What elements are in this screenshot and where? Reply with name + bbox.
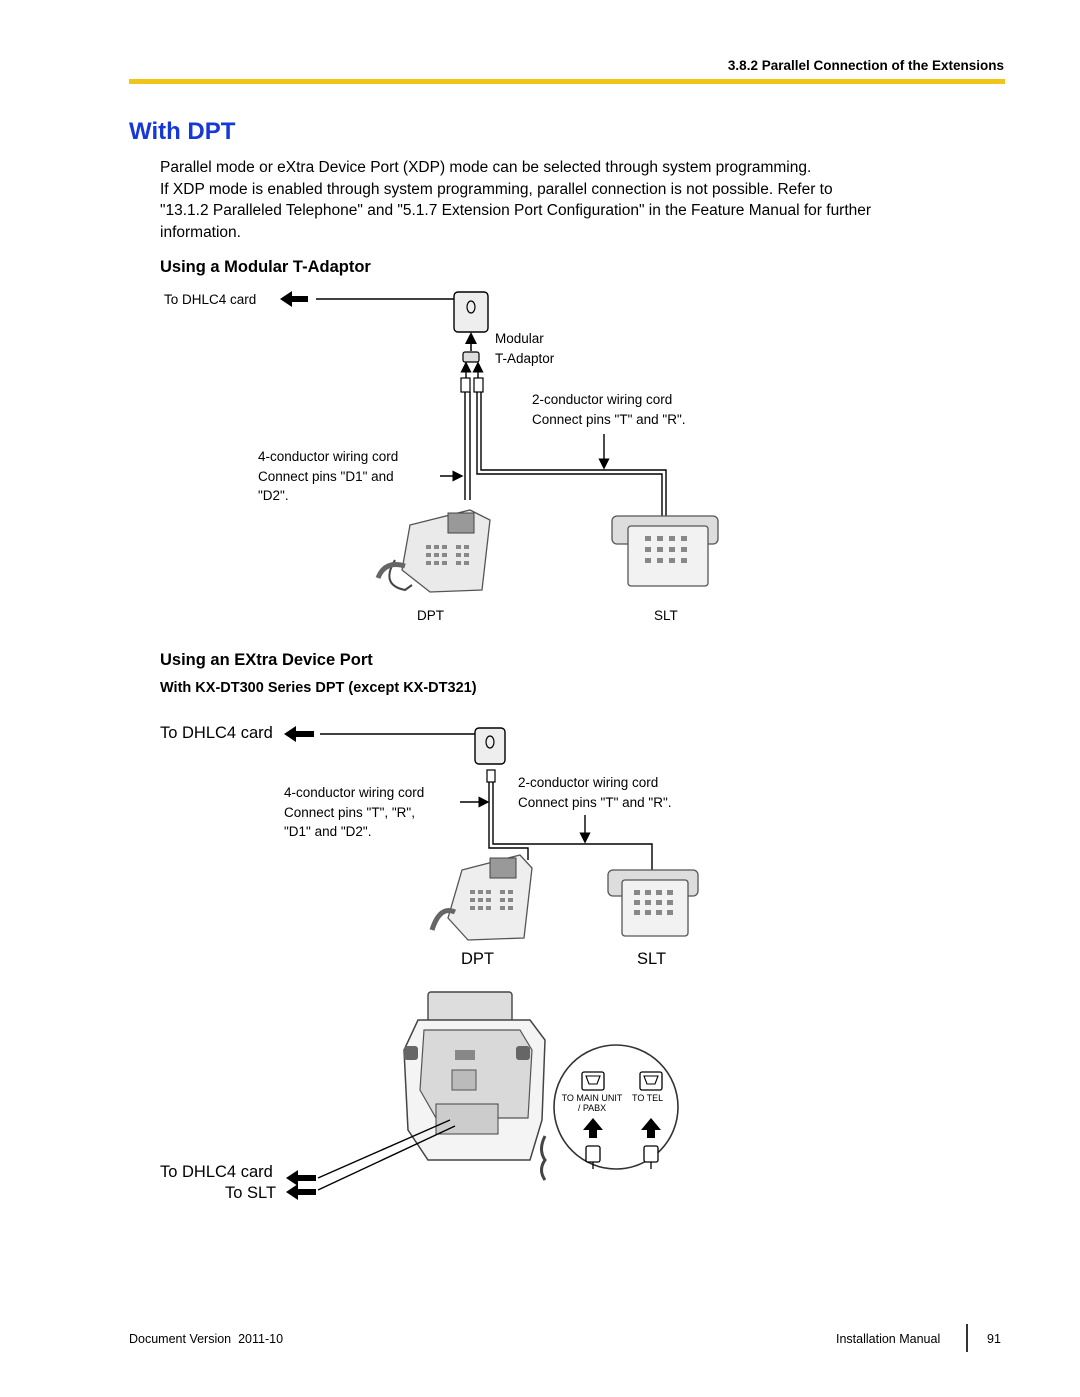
subheading-kx-dt300: With KX-DT300 Series DPT (except KX-DT321) xyxy=(160,680,477,696)
label-modular-t-adaptor: Modular T-Adaptor xyxy=(495,331,555,366)
arrow-left-icon xyxy=(280,291,308,307)
footer-page-number: 91 xyxy=(987,1332,1001,1346)
heading-extra-device-port: Using an EXtra Device Port xyxy=(160,651,373,669)
phone-back-icon xyxy=(404,992,545,1180)
label-slt: SLT xyxy=(637,950,667,968)
slt-phone-icon xyxy=(608,870,698,936)
label-4-conductor-cord: 4-conductor wiring cord Connect pins "T", "R", "D1" and "D2". xyxy=(284,785,425,839)
label-2-conductor-cord: 2-conductor wiring cord Connect pins "T" and "R". xyxy=(532,392,686,427)
section-title: With DPT xyxy=(129,118,236,145)
label-dpt: DPT xyxy=(417,608,444,623)
footer-document-version: Document Version 2011-10 xyxy=(129,1332,284,1346)
wall-outlet-icon xyxy=(454,292,488,332)
running-header: 3.8.2 Parallel Connection of the Extensions xyxy=(727,58,1004,73)
arrow-left-icon xyxy=(286,1170,316,1186)
paragraph-line: "13.1.2 Paralleled Telephone" and "5.1.7 Extension Port Configuration" in the Feature Manual for further xyxy=(160,202,872,219)
heading-modular-t-adaptor: Using a Modular T-Adaptor xyxy=(160,258,371,276)
label-to-main-unit: TO MAIN UNIT / PABX xyxy=(561,1093,623,1113)
wall-outlet-icon xyxy=(475,728,505,764)
label-to-slt: To SLT xyxy=(225,1184,277,1202)
arrow-left-icon xyxy=(284,726,314,742)
dpt-phone-icon xyxy=(432,855,532,940)
label-dpt: DPT xyxy=(461,950,494,968)
paragraph-line: If XDP mode is enabled through system programming, parallel connection is not possible. Refer to xyxy=(160,180,833,198)
dpt-phone-icon xyxy=(378,510,490,592)
label-slt: SLT xyxy=(654,608,678,623)
port-tel-icon xyxy=(640,1072,662,1090)
t-adaptor-icon xyxy=(461,338,483,392)
paragraph-line: information. xyxy=(160,223,241,241)
label-to-tel: TO TEL xyxy=(632,1093,664,1103)
label-2-conductor-cord: 2-conductor wiring cord Connect pins "T" and "R". xyxy=(518,775,672,810)
paragraph-line: Parallel mode or eXtra Device Port (XDP) mode can be selected through system programming. xyxy=(160,159,812,176)
label-to-dhlc4-card: To DHLC4 card xyxy=(160,1163,273,1181)
port-main-icon xyxy=(582,1072,604,1090)
label-to-dhlc4-card: To DHLC4 card xyxy=(164,292,257,307)
arrow-left-icon xyxy=(286,1184,316,1200)
label-to-dhlc4-card: To DHLC4 card xyxy=(160,724,273,742)
label-4-conductor-cord: 4-conductor wiring cord Connect pins "D1" and "D2". xyxy=(258,449,399,503)
slt-phone-icon xyxy=(612,516,718,586)
footer-manual-title: Installation Manual xyxy=(836,1332,941,1346)
